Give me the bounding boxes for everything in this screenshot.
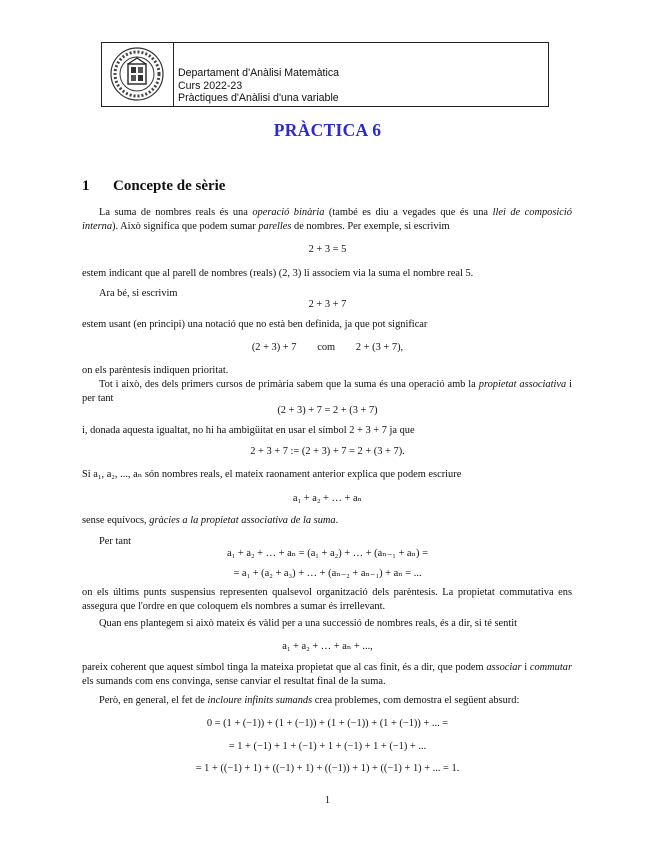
header-subject: Pràctiques d'Anàlisi d'una variable (178, 92, 339, 105)
text: crea problemes, com demostra el següent absurd: (312, 695, 520, 706)
header-lines (178, 67, 339, 105)
section-heading (82, 178, 225, 195)
paragraph-10: Per tant (99, 536, 132, 547)
text: i (521, 662, 530, 673)
page-title: PRÀCTICA 6 (273, 120, 382, 140)
paragraph-14 (82, 694, 572, 708)
equation-4: (2 + 3) + 7 = 2 + (3 + 7) (277, 405, 378, 416)
equation-8: = a₁ + (a₂ + a₃) + … + (aₙ₋₂ + aₙ₋₁) + aₙ = ... (233, 568, 422, 579)
emphasis: llei de composició interna (82, 207, 572, 233)
paragraph-8: Si a₁, a₂, ..., aₙ són nombres reals, el mateix raonament anterior explica que podem escriure (82, 469, 462, 480)
equation-9: a₁ + a₂ + … + aₙ + ..., (282, 641, 373, 652)
emphasis: parelles (258, 221, 292, 233)
equation-3: (2 + 3) + 7 com 2 + (3 + 7), (251, 342, 404, 353)
paragraph-2: estem indicant que al parell de nombres (reals) (2, 3) li associem via la suma el nombre real 5. (82, 268, 474, 279)
text: els sumands com ens convinga, sense canviar el resultat final de la suma. (82, 676, 386, 688)
emphasis: associar (486, 662, 522, 673)
text: Però, en general, el fet de (99, 695, 208, 706)
paragraph-3: Ara bé, si escrivim (99, 288, 178, 299)
text: i per tant (82, 379, 573, 405)
emphasis: incloure infinits sumands (207, 695, 313, 706)
equation-7: a₁ + a₂ + … + aₙ = (a₁ + a₂) + … + (aₙ₋₁ + aₙ) = (227, 548, 428, 559)
emphasis: gràcies a la propietat associativa de la suma (149, 515, 336, 526)
paragraph-13 (82, 661, 572, 690)
section-title: Concepte de sèrie (113, 178, 226, 194)
text: ). Això significa que podem sumar (112, 221, 259, 233)
equation-11: = 1 + (−1) + 1 + (−1) + 1 + (−1) + 1 + (−1) + ... (228, 741, 427, 752)
equation-1: 2 + 3 = 5 (308, 244, 347, 255)
text: Tot i això, des dels primers cursos de primària sabem que la suma és una operació amb la (99, 379, 479, 390)
paragraph-11: on els últims punts suspensius representen qualsevol organització dels parèntesis. La propietat commutativa ens assegura que l'ordre en que coloquem els nombres a sumar és irrellevant. (82, 587, 572, 613)
text: de nombres. Per exemple, si escrivim (291, 221, 450, 233)
text: . (335, 515, 339, 526)
paragraph-9 (82, 514, 572, 528)
paragraph-7: i, donada aquesta igualtat, no hi ha ambigüitat en usar el símbol 2 + 3 + 7 ja que (82, 425, 415, 436)
paragraph-4: estem usant (en principi) una notació que no està ben definida, ja que pot significar (82, 319, 428, 330)
text: pareix coherent que aquest símbol tinga la mateixa propietat que al cas finit, és a dir, que podem (82, 662, 487, 673)
equation-6: a₁ + a₂ + … + aₙ (292, 493, 363, 504)
emphasis: commutar (529, 662, 572, 673)
text: sense equívocs, (82, 515, 150, 526)
section-number: 1 (82, 178, 90, 194)
university-seal-icon (102, 43, 173, 106)
paragraph-6 (82, 378, 572, 407)
equation-2: 2 + 3 + 7 (308, 299, 347, 310)
paragraph-1 (82, 206, 572, 235)
emphasis: propietat associativa (478, 379, 567, 390)
paragraph-12: Quan ens plantegem si això mateix és vàlid per a una successió de nombres reals, és a dir, si té sentit (99, 618, 517, 629)
text: (també es diu a vegades que és una (324, 207, 493, 218)
emphasis: operació binària (252, 207, 325, 218)
logo-cell (102, 43, 174, 106)
paragraph-5: on els parèntesis indiquen prioritat. (82, 365, 229, 376)
equation-10: 0 = (1 + (−1)) + (1 + (−1)) + (1 + (−1)) + (1 + (−1)) + ... = (206, 718, 449, 729)
header-box (101, 42, 549, 107)
text: La suma de nombres reals és una (99, 207, 253, 218)
header-course: Curs 2022-23 (178, 79, 243, 92)
header-department: Departament d'Anàlisi Matemàtica (178, 67, 340, 79)
page-number: 1 (324, 795, 331, 806)
equation-12: = 1 + ((−1) + 1) + ((−1) + 1) + ((−1)) + 1) + ((−1) + 1) + ... = 1. (195, 763, 460, 774)
equation-5: 2 + 3 + 7 := (2 + 3) + 7 = 2 + (3 + 7). (250, 446, 405, 457)
